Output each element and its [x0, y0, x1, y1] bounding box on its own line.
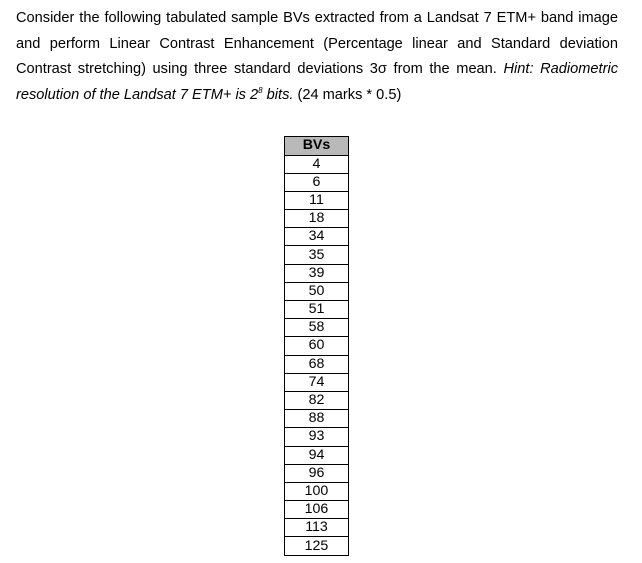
bv-cell: 4	[285, 155, 349, 173]
bv-cell: 96	[285, 464, 349, 482]
bv-cell: 18	[285, 210, 349, 228]
bv-cell: 94	[285, 446, 349, 464]
table-row	[285, 246, 349, 264]
bv-cell: 39	[285, 264, 349, 282]
bv-cell: 34	[285, 228, 349, 246]
bv-cell: 6	[285, 173, 349, 191]
table-row	[285, 228, 349, 246]
table-row	[285, 191, 349, 209]
bv-cell: 125	[285, 537, 349, 555]
table-row	[285, 428, 349, 446]
bv-cell: 113	[285, 519, 349, 537]
table-row	[285, 519, 349, 537]
bv-cell: 82	[285, 391, 349, 409]
table-row	[285, 210, 349, 228]
question-text	[16, 6, 618, 108]
bv-cell: 68	[285, 355, 349, 373]
table-row	[285, 173, 349, 191]
bv-cell: 106	[285, 501, 349, 519]
table-row	[285, 264, 349, 282]
table-row	[285, 501, 349, 519]
table-header-row	[285, 137, 349, 156]
table-row	[285, 373, 349, 391]
table-row	[285, 391, 349, 409]
bv-column-header: BVs	[285, 137, 349, 156]
hint-exponent: 8	[258, 85, 263, 95]
table-row	[285, 319, 349, 337]
bv-cell: 58	[285, 319, 349, 337]
bv-table-body	[285, 155, 349, 555]
table-row	[285, 464, 349, 482]
table-row	[285, 155, 349, 173]
table-row	[285, 301, 349, 319]
bv-cell: 11	[285, 191, 349, 209]
table-row	[285, 282, 349, 300]
table-row	[285, 410, 349, 428]
bv-table	[284, 136, 349, 556]
bv-cell: 50	[285, 282, 349, 300]
table-row	[285, 355, 349, 373]
marks-text: (24 marks * 0.5)	[293, 86, 402, 103]
bv-cell: 51	[285, 301, 349, 319]
hint-lead: Hint: Radiometric resolution of the Landsat 7 ETM+ is 2	[16, 61, 619, 103]
table-row	[285, 537, 349, 555]
table-row	[285, 337, 349, 355]
bv-cell: 74	[285, 373, 349, 391]
hint-tail: bits.	[262, 86, 294, 103]
bv-cell: 88	[285, 410, 349, 428]
bv-cell: 100	[285, 482, 349, 500]
bv-cell: 35	[285, 246, 349, 264]
table-row	[285, 482, 349, 500]
question-body: Consider the following tabulated sample BVs extracted from a Landsat 7 ETM+ band image and perform Linear Contrast Enhancement (Percentage linear and Standard deviation Contrast stretching) using three standard deviations 3σ from the mean.	[16, 10, 618, 77]
table-row	[285, 446, 349, 464]
bv-cell: 93	[285, 428, 349, 446]
bv-cell: 60	[285, 337, 349, 355]
